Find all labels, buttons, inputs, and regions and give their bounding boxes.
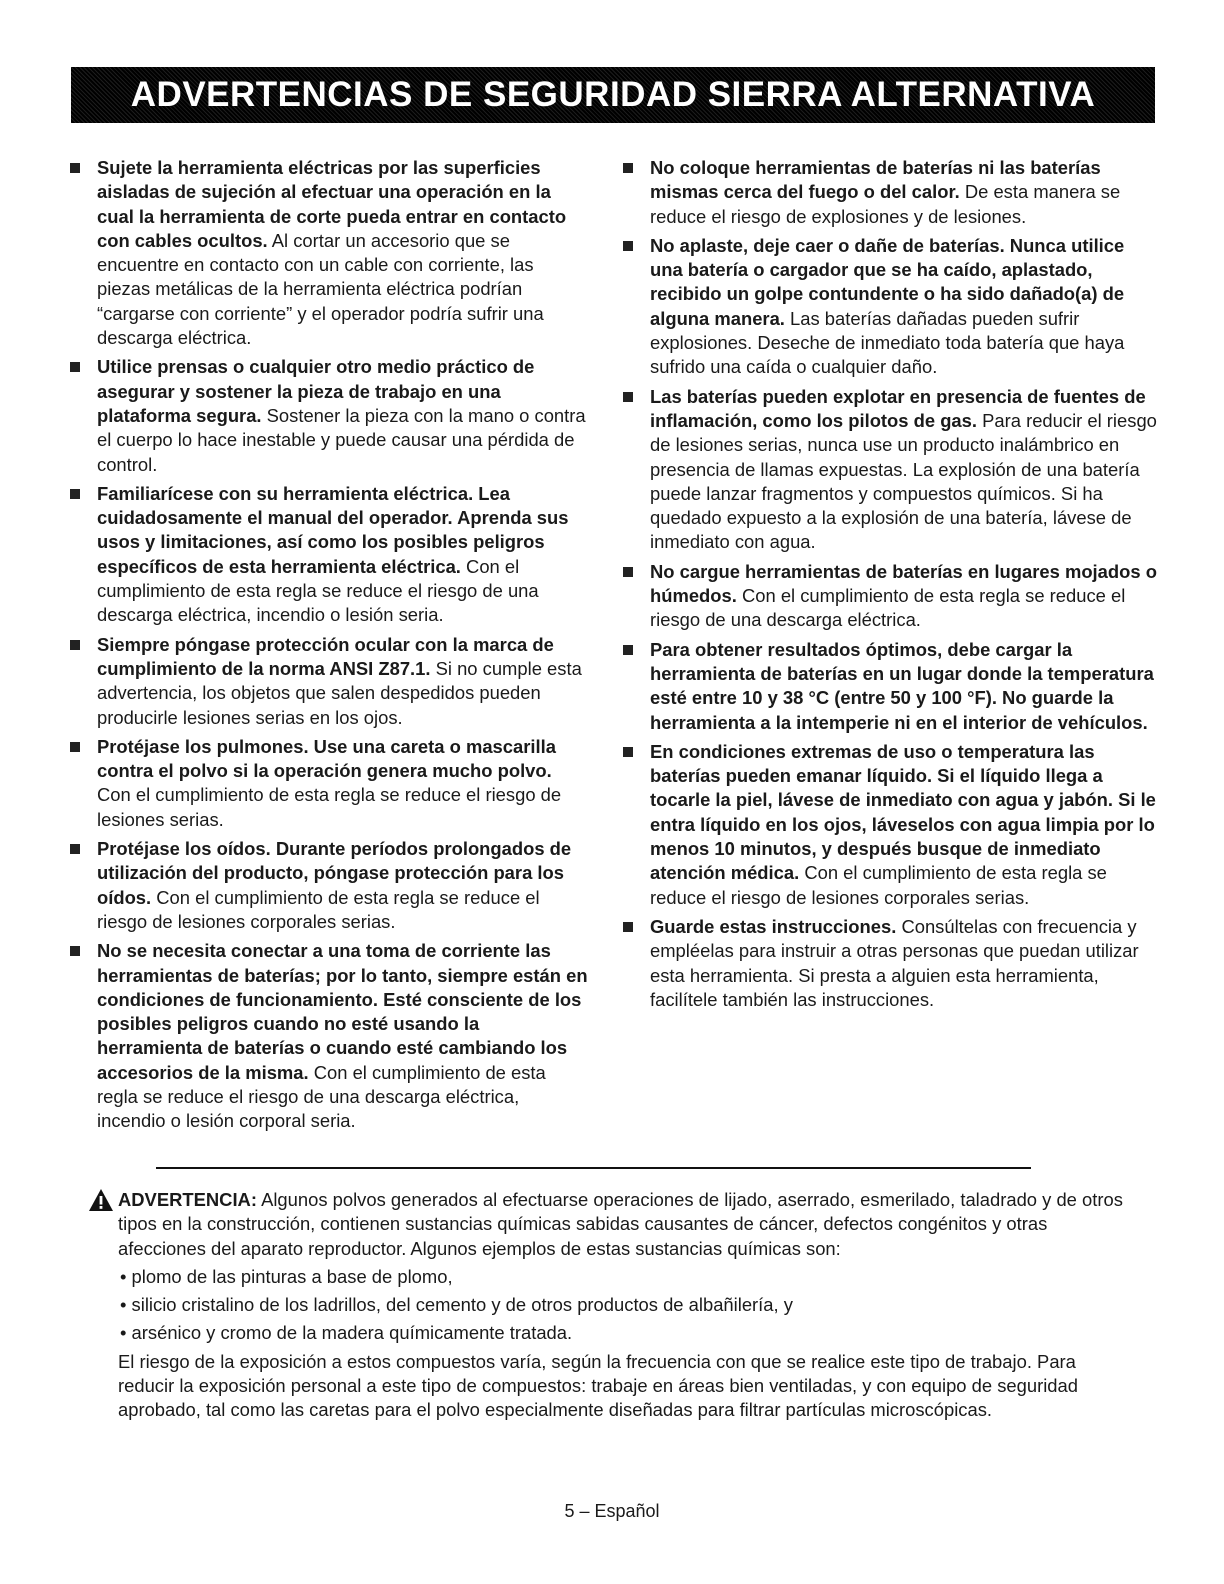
warning-intro [118,1188,1133,1261]
square-bullet-icon [623,241,633,251]
square-bullet-icon [623,567,633,577]
rule-heading: No se necesita conectar a una toma de corriente las herramientas de baterías; por lo tanto, siempre están en condiciones de funcionamiento. Esté consciente de los posibles peligros cuando no esté usando la herramienta de baterías o cuando esté cambiando los accesorios de la misma. [97,940,588,1083]
rule-body: Sostener la pieza con la mano o contra el cuerpo lo hace inestable y puede causar una pérdida de control. [97,404,586,475]
square-bullet-icon [623,922,633,932]
square-bullet-icon [70,640,80,650]
rule-heading: Siempre póngase protección ocular con la marca de cumplimiento de la norma ANSI Z87.1. [97,633,554,679]
square-bullet-icon [70,742,80,752]
rule-heading: Protéjase los pulmones. Use una careta o mascarilla contra el polvo si la operación genera mucho polvo. [97,735,556,782]
warning-bullet-list [118,1265,1133,1346]
page-title: ADVERTENCIAS DE SEGURIDAD SIERRA ALTERNATIVA [130,75,1096,114]
warning-triangle-icon [88,1188,114,1212]
right-safety-list [623,156,1160,1012]
rule-heading: Protéjase los oídos. Durante períodos prolongados de utilización del producto, póngase protección para los oídos. [97,838,572,908]
rule-heading: Utilice prensas o cualquier otro medio práctico de asegurar y sostener la pieza de trabajo en una plataforma segura. [97,356,535,426]
right-column [623,156,1160,1017]
rule-body: Consúltelas con frecuencia y empléelas para instruir a otras personas que puedan utilizar esta herramienta. Si presta a alguien esta herramienta, facilítele también las instrucciones. [650,915,1139,1010]
safety-rule-item [70,939,588,1133]
safety-rule-item [623,560,1160,633]
square-bullet-icon [70,362,80,372]
safety-rule-item [70,633,588,730]
safety-rule-item [70,735,588,832]
rule-body: Con el cumplimiento de esta regla se reduce el riesgo de una descarga eléctrica. [650,585,1126,631]
safety-rule-item [70,156,588,350]
square-bullet-icon [70,163,80,173]
safety-rule-item [623,234,1160,380]
warning-bullet: • silicio cristalino de los ladrillos, del cemento y de otros productos de albañilería, y [120,1294,793,1316]
safety-rule-item [623,385,1160,555]
rule-heading: Sujete la herramienta eléctricas por las superficies aisladas de sujeción al efectuar una operación en la cual la herramienta de corte pueda entrar en contacto con cables ocultos. [97,157,567,251]
rule-heading: No cargue herramientas de baterías en lugares mojados o húmedos. [650,560,1157,607]
rule-body: Si no cumple esta advertencia, los objetos que salen despedidos pueden producirle lesiones serias en los ojos. [97,657,582,728]
rule-heading: Las baterías pueden explotar en presencia de fuentes de inflamación, como los pilotos de gas. [650,385,1146,431]
left-safety-list [70,156,588,1134]
rule-heading: No aplaste, deje caer o dañe de baterías. Nunca utilice una batería o cargador que se ha caído, aplastado, recibido un golpe contundente o ha sido dañado(a) de alguna manera. [650,234,1125,329]
warning-intro-text: Algunos polvos generados al efectuarse operaciones de lijado, aserrado, esmerilado, taladrado y de otros tipos en la construcción, contienen sustancias químicas sabidas causantes de cáncer, defectos congénitos y otras afecciones del aparato reproductor. Algunos ejemplos de estas sustancias químicas son: [118,1189,1123,1259]
rule-body: Para reducir el riesgo de lesiones serias, nunca use un producto inalámbrico en presencia de llamas expuestas. La explosión de una batería puede lanzar fragmentos y compuestos químicos. Si ha quedado expuesto a la explosión de una batería, lávese de inmediato con agua. [650,409,1157,553]
rule-heading: No coloque herramientas de baterías ni las baterías mismas cerca del fuego o del calor. [650,157,1101,203]
rule-heading: Familiarícese con su herramienta eléctrica. Lea cuidadosamente el manual del operador. Aprenda sus usos y limitaciones, así como los posibles peligros específicos de esta herramienta eléctrica. [97,482,569,577]
square-bullet-icon [623,747,633,757]
rule-body: De esta manera se reduce el riesgo de explosiones y de lesiones. [650,181,1121,227]
rule-body: Con el cumplimiento de esta regla se reduce el riesgo de lesiones corporales serias. [97,886,540,932]
rule-body: Con el cumplimiento de esta regla se reduce el riesgo de una descarga eléctrica, incendio o lesión seria. [97,555,539,626]
safety-rule-item [623,915,1160,1012]
rule-body: Con el cumplimiento de esta regla se reduce el riesgo de una descarga eléctrica, incendio o lesión corporal seria. [97,1061,546,1132]
square-bullet-icon [623,645,633,655]
square-bullet-icon [70,844,80,854]
warning-closing: El riesgo de la exposición a estos compuestos varía, según la frecuencia con que se realice este tipo de trabajo. Para reducir la exposición personal a este tipo de compuestos: trabaje en áreas bien ventiladas, y con equipo de seguridad aprobado, tal como las caretas para el polvo especialmente diseñadas para filtrar partículas microscópicas. [118,1350,1078,1421]
safety-rule-item [623,638,1160,735]
rule-body: Con el cumplimiento de esta regla se reduce el riesgo de lesiones serias. [97,784,562,830]
square-bullet-icon [70,946,80,956]
square-bullet-icon [623,392,633,402]
warning-bullet: • plomo de las pinturas a base de plomo, [120,1265,453,1287]
safety-rule-item [70,482,588,628]
safety-rule-item [623,156,1160,229]
warning-title: ADVERTENCIA: [118,1189,257,1210]
left-column [70,156,588,1139]
warning-block [118,1188,1133,1423]
rule-heading: Guarde estas instrucciones. [650,915,897,937]
rule-body: Al cortar un accesorio que se encuentre en contacto con un cable con corriente, las piezas metálicas de la herramienta eléctrica podrían “cargarse con corriente” y el operador podría sufrir una descarga eléctrica. [97,229,544,349]
rule-heading: En condiciones extremas de uso o temperatura las baterías pueden emanar líquido. Si el líquido llega a tocarle la piel, lávese de inmediato con agua y jabón. Si le entra líquido en los ojos, láveselos con agua limpia por lo menos 10 minutos, y después busque de inmediato atención médica. [650,740,1156,884]
rule-heading: Para obtener resultados óptimos, debe cargar la herramienta de baterías en un lugar donde la temperatura esté entre 10 y 38 °C (entre 50 y 100 °F). No guarde la herramienta a la intemperie ni en el interior de vehículos. [650,638,1154,733]
square-bullet-icon [623,163,633,173]
square-bullet-icon [70,489,80,499]
warning-bullet: • arsénico y cromo de la madera químicamente tratada. [120,1322,573,1344]
section-header-banner [71,67,1155,123]
section-divider [156,1167,1031,1169]
safety-rule-item [70,355,588,476]
rule-body: Las baterías dañadas pueden sufrir explosiones. Deseche de inmediato toda batería que haya sufrido una caída o cualquier daño. [650,307,1125,378]
page-number: 5 – Español [564,1501,660,1521]
safety-rule-item [70,837,588,934]
safety-rule-item [623,740,1160,910]
rule-body: Con el cumplimiento de esta regla se reduce el riesgo de lesiones corporales serias. [650,862,1107,908]
